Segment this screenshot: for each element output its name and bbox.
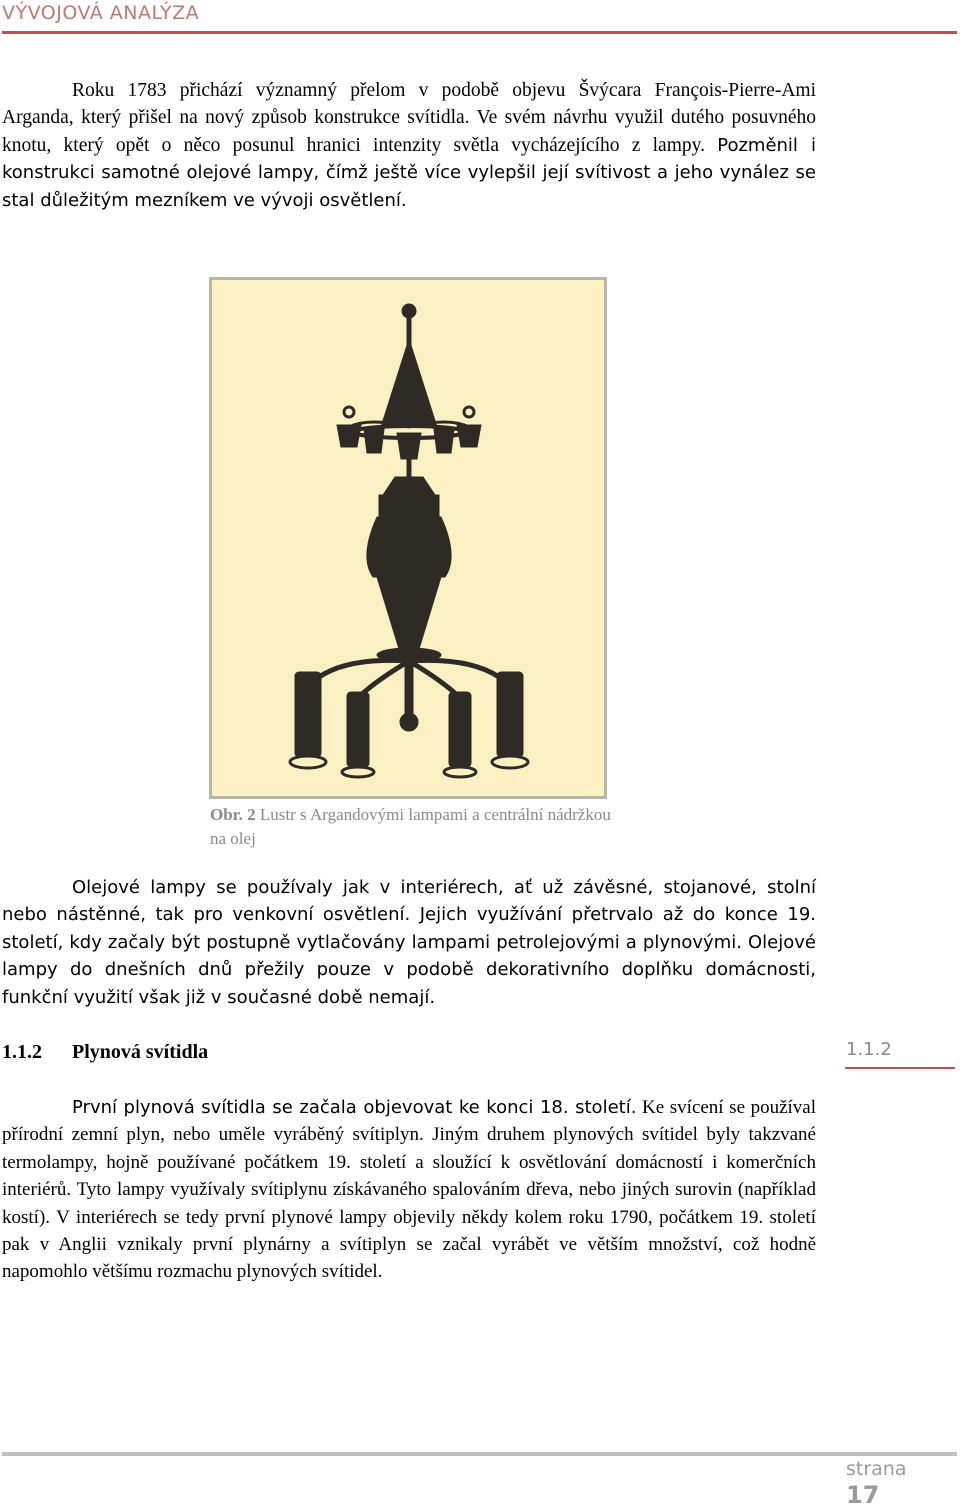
paragraph-oil-lamps: Olejové lampy se používaly jak v interiérech, ať už závěsné, stojanové, stolní nebo nástěnné, tak pro venkovní osvětlení. Jejich využívání přetrvalo až do konce 19. století, kdy začaly být postupně vytlačovány lampami petrolejovými a plynovými. Olejové lampy do dnešních dnů přežily pouze v podobě dekorativního doplňku domácnosti, funkční využití však již v současné době nemají. [2,877,816,1008]
header-rule [2,31,957,34]
paragraph-gas-lamps-serif: Ke svícení se používal přírodní zemní plyn, nebo uměle vyráběný svítiplyn. Jiným druhem plynových svítidel byly takzvané termolampy, hojně používané počátkem 19. století a sloužící k osvětlování domácností i komerčních interiérů. Tyto lampy využívaly svítiplynu získávaného spalováním dřeva, nebo jiných surovin (například kostí). V interiérech se tedy první plynové lampy objevily někdy kolem roku 1790, počátkem 19. století pak v Anglii vznikaly první plynárny a svítiplyn se začal vyrábět ve větším množství, což hodně napomohlo většímu rozmachu plynových svítidel. [2,1097,817,1283]
footer-label: strana [846,1458,907,1480]
paragraph-gas-lamps-sans: První plynová svítidla se začala objevovat ke konci 18. století. [72,1097,637,1118]
paragraph-argand-serif: Roku 1783 přichází významný přelom v podobě objevu Švýcara François-Pierre-Ami Arganda, který přišel na nový způsob konstrukce svítidla. Ve svém návrhu využil dutého posuvného knotu, který opět o něco posunul hranici intenzity světla vycházejícího z lampy. [2,80,816,156]
figure-caption-text: Lustr s Argandovými lampami a centrální nádržkou na olej [210,805,611,848]
section-title: Plynová svítidla [72,1041,209,1063]
footer-rule [2,1452,957,1456]
chandelier-illustration [209,277,607,799]
page-header-title: VÝVOJOVÁ ANALÝZA [2,2,200,24]
figure-chandelier [209,277,607,799]
paragraph-argand-sans: Pozměnil i konstrukci samotné olejové lampy, čímž ještě více vylepšil její svítivost a jeho vynález se stal důležitým mezníkem ve vývoji osvětlení. [2,134,817,211]
section-heading [2,1041,208,1064]
page-number: 17 [846,1481,880,1509]
figure-caption-label: Obr. 2 [210,805,256,824]
figure-caption [210,803,630,851]
paragraph-gas-lamps [2,1094,816,1286]
margin-section-number: 1.1.2 [846,1039,892,1060]
margin-rule [845,1067,955,1069]
section-number: 1.1.2 [2,1041,42,1063]
paragraph-argand [2,77,816,214]
